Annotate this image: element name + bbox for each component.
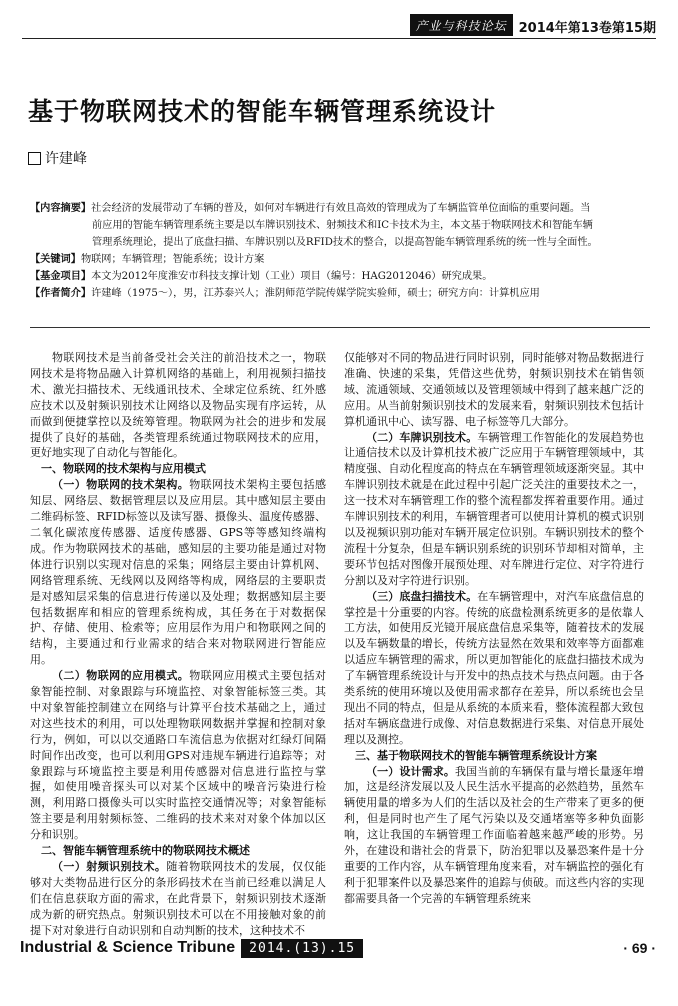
left-column xyxy=(30,350,326,939)
section-heading: 二、智能车辆管理系统中的物联网技术概述 xyxy=(41,844,250,858)
body-paragraph xyxy=(344,430,644,589)
article-title: 基于物联网技术的智能车辆管理系统设计 xyxy=(28,97,497,126)
subsection-text: 车辆管理工作智能化的发展趋势也让通信技术以及计算机技术被广泛应用于车辆管理领域中，其精度强、自动化程度高的特点在车辆管理领域逐渐突显。其中车牌识别技术就是在此过程中引起广泛关注的重要技术之一，这一技术对车辆管理工作的整个流程都发挥着重要作用。通过车牌识别技术的利用，车辆管理者可以使用计算机的模式识别以及视频识别功能对车辆开展定位识别。车辆识别技术的整个流程十分复杂，但是车辆识别系统的识别环节却相对简单，主要环节包括对图像开展预处理、对车牌进行定位、对字符进行分割以及对字符进行识别。 xyxy=(344,430,644,587)
body-paragraph xyxy=(344,764,644,907)
issue-label: 2014年第13卷第15期 xyxy=(518,21,656,36)
body-paragraph: 仅能够对不同的物品进行同时识别，同时能够对物品数据进行准确、快速的采集，凭借这些优势，射频识别技术在销售领域、流通领域、交通领域以及管理领域中得到了越来越广泛的应用。从当前射频识别技术的发展来看，射频识别技术包括计算机通讯中心、读写器、电子标签等几大部分。 xyxy=(344,351,644,428)
subsection-label: （二）车牌识别技术。 xyxy=(366,430,478,444)
author-name: 许建峰 xyxy=(45,151,87,167)
abstract-label: 【内容摘要】 xyxy=(30,202,92,214)
keywords-text: 物联网；车辆管理；智能系统；设计方案 xyxy=(80,254,265,265)
page-number: · 69 · xyxy=(623,940,656,956)
fund-line xyxy=(30,268,650,285)
body-paragraph xyxy=(30,859,326,939)
fund-label: 【基金项目】 xyxy=(30,270,92,282)
section-heading: 三、基于物联网技术的智能车辆管理系统设计方案 xyxy=(355,748,597,762)
keywords-label: 【关键词】 xyxy=(30,253,81,265)
subsection-text: 在车辆管理中，对汽车底盘信息的掌控是十分重要的内容。传统的底盘检测系统更多的是依靠人工方法，如使用反光镜开展底盘信息采集等，随着技术的发展以及车辆数量的增长，传统方法显然在效果和效率等方面都难以适应车辆管理的需求，所以更加智能化的底盘扫描技术成为了车辆管理系统设计与开发中的热点技术与热点问题。由于各类系统的使用环境以及使用需求都存在差异，所以系统也会呈现出不同的特点，但是从系统的本质来看，整体流程都大致包括对车辆底盘进行成像、对信息数据进行采集、对信息开展处理以及测控。 xyxy=(344,589,644,746)
running-header xyxy=(410,14,656,36)
subsection-text: 物联网技术架构主要包括感知层、网络层、数据管理层以及应用层。其中感知层主要由二维码标签、RFID标签以及读写器、摄像头、温度传感器、二氧化碳浓度传感器、适度传感器、GPS等等感知终端构成。作为物联网技术的基础，感知层的主要功能是通过对物体进行识别以实现对信息的采集；网络层主要由计算机网、网络管理系统、无线网以及网络等构成，网络层的主要职责是对感知层采集的信息进行传递以及处理；数据感知层主要包括数据库和相应的管理系统构成，其任务在于对数据保护、存储、使用、检索等；应用层作为用户和物联网之间的结构，主要通过和行业需求的结合来对物联网进行智能应用。 xyxy=(30,478,327,667)
abstract-line xyxy=(30,217,650,234)
body-paragraph xyxy=(344,589,644,748)
subsection-label: （一）物联网的技术架构。 xyxy=(52,478,190,492)
subsection-label: （一）设计需求。 xyxy=(366,764,455,778)
body-paragraph xyxy=(30,477,326,668)
journal-name: 产业与科技论坛 xyxy=(410,14,513,36)
bio-text: 许建峰（1975～），男，江苏泰兴人；淮阴师范学院传媒学院实验师，硕士；研究方向：计算机应用 xyxy=(91,288,540,299)
author-line xyxy=(28,148,87,168)
right-column xyxy=(344,350,644,907)
abstract-text: 管理系统理论，提出了底盘扫描、车牌识别以及RFID技术的整合，以提高智能车辆管理系统的统一性与全面性。 xyxy=(92,237,598,248)
abstract-block xyxy=(30,200,650,302)
abstract-line xyxy=(30,234,650,251)
footer-issue: 2014.(13).15 xyxy=(241,939,363,958)
bio-label: 【作者简介】 xyxy=(30,287,92,299)
page-footer xyxy=(20,937,656,959)
bio-line xyxy=(30,285,650,302)
subsection-label: （二）物联网的应用模式。 xyxy=(52,669,190,683)
abstract-text: 前应用的智能车辆管理系统主要是以车牌识别技术、射频技术和IC卡技术为主，本文基于物联网技术和智能车辆 xyxy=(92,220,593,231)
journal-english-name: Industrial & Science Tribune xyxy=(20,939,236,956)
abstract-line xyxy=(30,200,650,217)
subsection-text: 我国当前的车辆保有量与增长量逐年增加，这是经济发展以及人民生活水平提高的必然趋势，虽然车辆使用量的增多为人们的生活以及社会的生产带来了更多的便利，但是同时也产生了尾气污染以及交通堵塞等多种负面影响，这让我国的车辆管理工作面临着越来越严峻的形势。另外，在建设和谐社会的背景下，防治犯罪以及暴恐案件是十分重要的工作内容，从车辆管理角度来看，对车辆监控的强化有利于犯罪案件以及暴恐案件的追踪与侦破。而这些内容的实现都需要具备一个完善的车辆管理系统来 xyxy=(344,764,644,905)
section-heading: 一、物联网的技术架构与应用模式 xyxy=(41,462,206,476)
subsection-text: 物联网应用模式主要包括对象智能控制、对象跟踪与环境监控、对象智能标签三类。其中对象智能控制建立在网络与计算平台技术基础之上，通过对这些技术的利用，可以处理物联网数据并掌握和控制对象行为，例如，可以以交通路口车流信息为依据对红绿灯间隔时间作出改变，也可以利用GPS对违规车辆进行追踪等；对象跟踪与环境监控主要是利用传感器对信息进行监控与掌握，如使用噪音探头可以对某个区域中的噪音污染进行检测，利用路口摄像头可以实时监控交通情况等；对象智能标签主要是利用射频标签、二维码的技术来对对象个体加以区分和识别。 xyxy=(30,669,327,842)
header-divider xyxy=(22,38,656,39)
body-paragraph: 物联网技术是当前备受社会关注的前沿技术之一，物联网技术是将物品融入计算机网络的基础上，利用视频扫描技术、激光扫描技术、无线通讯技术、全球定位系统、红外感应技术以及射频识别技术让网络以及物品实现有序运转，从而做到便捷掌控以及统筹管理。物联网为社会的进步和发展提供了良好的基础，各类管理系统通过物联网技术的应用，更好地实现了自动化与智能化。 xyxy=(30,351,326,460)
subsection-label: （一）射频识别技术。 xyxy=(52,860,167,873)
fund-text: 本文为2012年度淮安市科技支撑计划（工业）项目（编号：HAG2012046）研究成果。 xyxy=(91,271,493,282)
subsection-text: 随着物联网技术的发展，仅仅能够对大类物品进行区分的条形码技术在当前已经难以满足人们在信息获取方面的需求，在此背景下，射频识别技术逐渐成为新的研究热点。射频识别技术可以在不用接触对象的前提下对对象进行自动识别和自动判断的技术，这种技术不 xyxy=(30,860,327,937)
abstract-divider xyxy=(30,327,650,328)
keywords-line xyxy=(30,251,650,268)
abstract-text: 社会经济的发展带动了车辆的普及，如何对车辆进行有效且高效的管理成为了车辆监管单位面临的重要问题。当 xyxy=(91,203,591,214)
author-box-icon xyxy=(28,152,41,165)
body-paragraph xyxy=(30,668,326,843)
subsection-label: （三）底盘扫描技术。 xyxy=(366,589,478,603)
